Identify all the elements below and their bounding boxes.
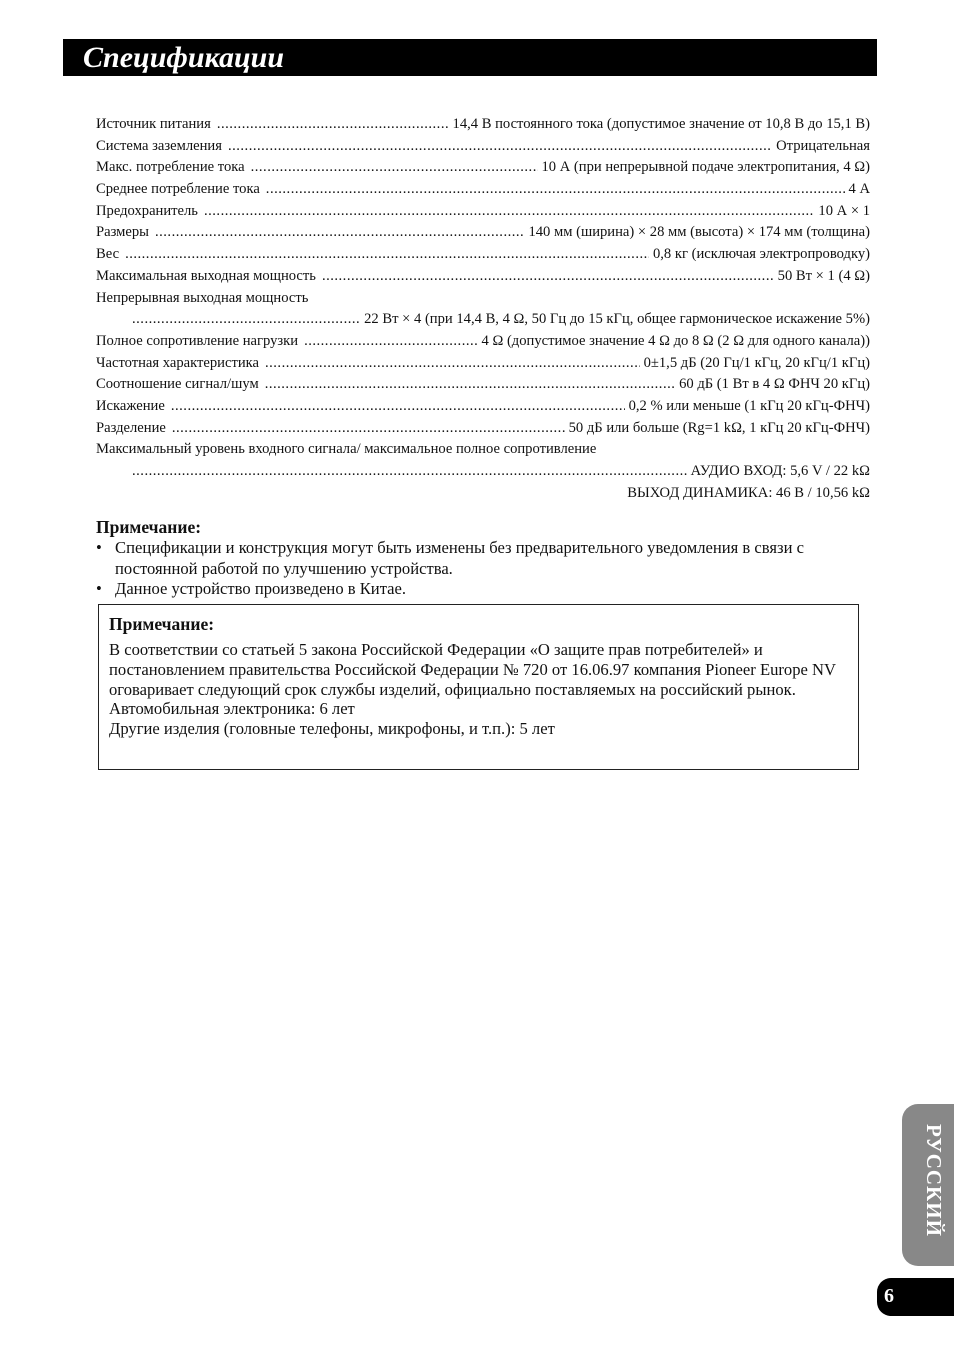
dot-leader bbox=[266, 179, 845, 201]
spec-value: АУДИО ВХОД: 5,6 V / 22 kΩ bbox=[690, 463, 870, 479]
spec-label: Макс. потребление тока bbox=[96, 159, 245, 176]
spec-row-frequency-response bbox=[96, 353, 870, 375]
spec-label: Максимальный уровень входного сигнала/ максимальное полное сопротивление bbox=[96, 441, 597, 458]
spec-label: Размеры bbox=[96, 224, 149, 241]
spec-row-continuous-output-value bbox=[96, 309, 870, 331]
note-box-heading: Примечание: bbox=[109, 614, 215, 634]
language-label: РУССКИЙ bbox=[922, 1124, 946, 1237]
spec-value: 0±1,5 дБ (20 Гц/1 кГц, 20 кГц/1 кГц) bbox=[643, 354, 870, 371]
dot-leader bbox=[171, 396, 625, 418]
spec-label: Вес bbox=[96, 246, 120, 263]
dot-leader bbox=[132, 309, 360, 331]
page-number-tab bbox=[877, 1278, 954, 1316]
dot-leader bbox=[125, 244, 649, 266]
spec-label: Максимальная выходная мощность bbox=[96, 267, 316, 284]
spec-value: 4 Ω (допустимое значение 4 Ω до 8 Ω (2 Ω для одного канала)) bbox=[481, 332, 870, 349]
consumer-rights-note-box bbox=[98, 604, 859, 770]
note-box-line: Автомобильная электроника: 6 лет bbox=[109, 699, 355, 719]
spec-label: Источник питания bbox=[96, 116, 211, 132]
spec-row-average-current bbox=[96, 179, 870, 201]
spec-row-load-impedance bbox=[96, 331, 870, 353]
dot-leader bbox=[251, 157, 538, 179]
page-number: 6 bbox=[884, 1285, 894, 1307]
spec-label: Разделение bbox=[96, 419, 166, 436]
spec-label: Предохранитель bbox=[96, 202, 198, 219]
spec-value: 14,4 В постоянного тока (допустимое значение от 10,8 В до 15,1 В) bbox=[452, 116, 870, 132]
spec-value: 10 А × 1 bbox=[818, 202, 870, 219]
spec-value: 50 Вт × 1 (4 Ω) bbox=[777, 267, 870, 284]
spec-value: 140 мм (ширина) × 28 мм (высота) × 174 мм (толщина) bbox=[528, 224, 870, 241]
note-heading: Примечание: bbox=[96, 517, 202, 537]
dot-leader bbox=[228, 136, 772, 158]
spec-row-max-output-power bbox=[96, 266, 870, 288]
page-title: Спецификации bbox=[83, 41, 285, 74]
spec-row-continuous-output-label bbox=[96, 288, 870, 310]
specifications-list bbox=[96, 114, 870, 504]
spec-row-dimensions bbox=[96, 222, 870, 244]
spec-value: 50 дБ или больше (Rg=1 kΩ, 1 кГц 20 кГц-ФНЧ) bbox=[568, 419, 870, 436]
spec-row-grounding bbox=[96, 136, 870, 158]
spec-row-power-source bbox=[96, 114, 870, 136]
dot-leader bbox=[265, 353, 640, 375]
note-box-paragraph: В соответствии со статьей 5 закона Российской Федерации «О защите прав потребителей» и постановлением правительства Российской Федерации № 720 от 16.06.97 компания Pioneer Europe NV оговаривает следующий срок службы изделий, официально поставляемых на российский рынок. bbox=[109, 640, 836, 699]
note-bullet: • Данное устройство произведено в Китае. bbox=[96, 579, 872, 600]
spec-row-fuse bbox=[96, 201, 870, 223]
spec-row-max-current bbox=[96, 157, 870, 179]
note-box-body bbox=[109, 640, 847, 739]
spec-value: 4 А bbox=[848, 181, 870, 198]
spec-label: Непрерывная выходная мощность bbox=[96, 289, 309, 306]
dot-leader bbox=[304, 331, 477, 353]
dot-leader bbox=[217, 114, 449, 136]
spec-value: 22 Вт × 4 (при 14,4 В, 4 Ω, 50 Гц до 15 кГц, общее гармоническое искажение 5%) bbox=[364, 311, 870, 328]
dot-leader bbox=[132, 461, 687, 483]
spec-label: Полное сопротивление нагрузки bbox=[96, 332, 299, 349]
dot-leader bbox=[204, 201, 814, 223]
dot-leader bbox=[322, 266, 774, 288]
spec-row-distortion bbox=[96, 396, 870, 418]
dot-leader bbox=[172, 418, 565, 440]
spec-row-weight bbox=[96, 244, 870, 266]
spec-label: Система заземления bbox=[96, 137, 222, 154]
spec-row-max-input-label bbox=[96, 439, 870, 461]
dot-leader bbox=[155, 222, 524, 244]
spec-row-separation bbox=[96, 418, 870, 440]
dot-leader bbox=[265, 374, 675, 396]
spec-label: Частотная характеристика bbox=[96, 354, 259, 371]
spec-value: Отрицательная bbox=[776, 137, 870, 154]
spec-label: Соотношение сигнал/шум bbox=[96, 376, 259, 393]
spec-value: 60 дБ (1 Вт в 4 Ω ФНЧ 20 кГц) bbox=[679, 376, 870, 393]
spec-row-speaker-output-value bbox=[96, 483, 870, 505]
spec-label: Искажение bbox=[96, 397, 165, 414]
spec-value: 10 А (при непрерывной подаче электропитания, 4 Ω) bbox=[541, 159, 870, 176]
spec-value: 0,8 кг (исключая электропроводку) bbox=[652, 246, 870, 263]
spec-row-signal-to-noise bbox=[96, 374, 870, 396]
spec-value: ВЫХОД ДИНАМИКА: 46 В / 10,56 kΩ bbox=[627, 484, 870, 501]
note-bullet-list bbox=[96, 538, 872, 600]
title-bar bbox=[63, 39, 877, 76]
spec-value: 0,2 % или меньше (1 кГц 20 кГц-ФНЧ) bbox=[628, 397, 870, 414]
spec-label: Среднее потребление тока bbox=[96, 181, 260, 198]
spec-row-audio-input-value bbox=[96, 461, 870, 483]
note-box-line: Другие изделия (головные телефоны, микрофоны, и т.п.): 5 лет bbox=[109, 719, 555, 739]
note-bullet: • Спецификации и конструкция могут быть изменены без предварительного уведомления в связи с постоянной работой по улучшению устройства. bbox=[96, 538, 872, 579]
language-side-tab bbox=[902, 1104, 954, 1266]
